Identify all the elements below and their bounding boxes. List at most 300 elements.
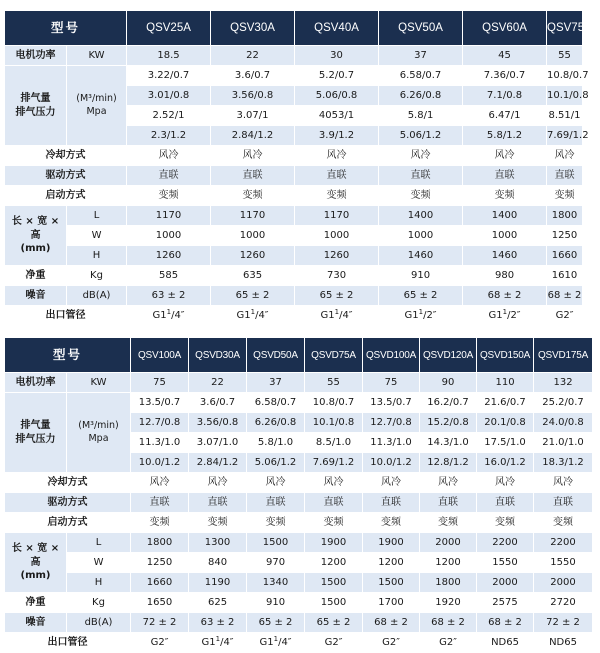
value-cell: 72 ± 2: [131, 613, 189, 633]
value-cell: 37: [247, 373, 305, 393]
value-cell: 1170: [127, 206, 211, 226]
dims-label-line: 高: [30, 229, 41, 241]
value-cell: 风冷: [189, 473, 247, 493]
value-cell: 5.06/1.2: [247, 453, 305, 473]
value-cell: 910: [379, 266, 463, 286]
value-cell: 4053/1: [295, 106, 379, 126]
row-label: 出口管径: [5, 633, 131, 653]
outlet-rest: /4″: [339, 310, 353, 321]
value-cell: 63 ± 2: [189, 613, 247, 633]
value-cell: 直联: [247, 493, 305, 513]
value-cell: 1200: [363, 553, 420, 573]
value-cell: 1000: [211, 226, 295, 246]
row-label: 电机功率: [5, 46, 67, 66]
value-cell: 1650: [131, 593, 189, 613]
value-cell: 45: [463, 46, 547, 66]
outlet-rest: /4″: [220, 637, 234, 648]
value-cell: 3.9/1.2: [295, 126, 379, 146]
row-unit: W: [67, 226, 127, 246]
row-unit: dB(A): [67, 286, 127, 306]
value-cell: 1250: [547, 226, 583, 246]
value-cell: 2.3/1.2: [127, 126, 211, 146]
value-cell: 68 ± 2: [363, 613, 420, 633]
spec-table-1: [4, 10, 592, 326]
value-cell: 16.0/1.2: [477, 453, 534, 473]
value-cell: 585: [127, 266, 211, 286]
value-cell: 直联: [534, 493, 593, 513]
outlet-main: G1: [152, 310, 167, 321]
dims-label-line: 长 × 宽 ×: [11, 216, 60, 228]
row-label: 噪音: [5, 613, 67, 633]
value-cell: 1610: [547, 266, 583, 286]
value-cell: 1000: [295, 226, 379, 246]
row-label: 驱动方式: [5, 493, 131, 513]
outlet-main: ND65: [549, 637, 577, 648]
value-cell: 1170: [295, 206, 379, 226]
outlet-cell: [379, 306, 463, 326]
value-cell: 10.1/0.8: [305, 413, 363, 433]
outlet-sup: 1: [418, 308, 424, 316]
model-name: QSVD175A: [534, 338, 593, 373]
value-cell: 1340: [247, 573, 305, 593]
row-unit: L: [67, 206, 127, 226]
table-row: [5, 338, 593, 373]
outlet-sup: 1: [273, 635, 279, 643]
value-cell: 10.8/0.7: [305, 393, 363, 413]
outlet-main: G2″: [150, 637, 169, 648]
value-cell: 18.5: [127, 46, 211, 66]
outlet-cell: [211, 306, 295, 326]
value-cell: 12.8/1.2: [420, 453, 477, 473]
value-cell: 840: [189, 553, 247, 573]
value-cell: 1400: [463, 206, 547, 226]
table-row: [5, 246, 583, 266]
value-cell: 变频: [211, 186, 295, 206]
row-label: 冷却方式: [5, 473, 131, 493]
outlet-cell: [534, 633, 593, 653]
value-cell: 1190: [189, 573, 247, 593]
airflow-label: [5, 393, 67, 473]
value-cell: 11.3/1.0: [131, 433, 189, 453]
outlet-cell: [247, 633, 305, 653]
outlet-main: G1: [259, 637, 274, 648]
model-name: QSV100A: [131, 338, 189, 373]
model-name: QSVD75A: [305, 338, 363, 373]
outlet-main: G1: [201, 637, 216, 648]
outlet-cell: [463, 306, 547, 326]
value-cell: 风冷: [463, 146, 547, 166]
row-unit: L: [67, 533, 131, 553]
value-cell: 风冷: [305, 473, 363, 493]
model-name: QSV60A: [463, 11, 547, 46]
value-cell: 6.58/0.7: [379, 66, 463, 86]
value-cell: 5.8/1: [379, 106, 463, 126]
value-cell: 1000: [127, 226, 211, 246]
table-row: [5, 533, 593, 553]
value-cell: 6.26/0.8: [379, 86, 463, 106]
value-cell: 1500: [305, 593, 363, 613]
airflow-unit-line1: (M³/min): [78, 419, 119, 431]
value-cell: 20.1/0.8: [477, 413, 534, 433]
row-unit: H: [67, 246, 127, 266]
value-cell: 直联: [363, 493, 420, 513]
dims-label-line: 高: [30, 556, 41, 568]
table-row: [5, 553, 593, 573]
outlet-main: G2″: [324, 637, 343, 648]
outlet-sup: 1: [250, 308, 256, 316]
value-cell: 2200: [477, 533, 534, 553]
outlet-cell: [477, 633, 534, 653]
value-cell: 132: [534, 373, 593, 393]
value-cell: 1500: [247, 533, 305, 553]
value-cell: 直联: [127, 166, 211, 186]
value-cell: 21.6/0.7: [477, 393, 534, 413]
value-cell: 直联: [477, 493, 534, 513]
model-name: QSVD50A: [247, 338, 305, 373]
table-row: [5, 286, 583, 306]
value-cell: 22: [189, 373, 247, 393]
model-name: QSVD120A: [420, 338, 477, 373]
value-cell: 2000: [534, 573, 593, 593]
value-cell: 65 ± 2: [295, 286, 379, 306]
value-cell: 1000: [463, 226, 547, 246]
value-cell: 1900: [305, 533, 363, 553]
value-cell: 3.6/0.7: [211, 66, 295, 86]
outlet-main: G1: [320, 310, 335, 321]
value-cell: 1500: [305, 573, 363, 593]
value-cell: 1500: [363, 573, 420, 593]
value-cell: 1660: [547, 246, 583, 266]
dims-label-line: (mm): [20, 243, 51, 255]
table-row: [5, 146, 583, 166]
outlet-cell: [295, 306, 379, 326]
value-cell: 55: [305, 373, 363, 393]
value-cell: 直联: [131, 493, 189, 513]
table-row: [5, 473, 593, 493]
table-row: [5, 513, 593, 533]
model-title: 型号: [5, 11, 127, 46]
table-row: [5, 593, 593, 613]
airflow-unit-line1: (M³/min): [76, 92, 117, 104]
value-cell: 7.69/1.2: [547, 126, 583, 146]
value-cell: 风冷: [295, 146, 379, 166]
value-cell: 22: [211, 46, 295, 66]
value-cell: 635: [211, 266, 295, 286]
table-row: [5, 226, 583, 246]
value-cell: 风冷: [477, 473, 534, 493]
table-row: [5, 393, 593, 413]
value-cell: 风冷: [534, 473, 593, 493]
value-cell: 变频: [127, 186, 211, 206]
value-cell: 5.8/1.2: [463, 126, 547, 146]
value-cell: 970: [247, 553, 305, 573]
airflow-label-line1: 排气量: [20, 420, 51, 431]
value-cell: 65 ± 2: [379, 286, 463, 306]
outlet-cell: [189, 633, 247, 653]
value-cell: 变频: [189, 513, 247, 533]
value-cell: 1800: [131, 533, 189, 553]
outlet-cell: [305, 633, 363, 653]
row-label: 出口管径: [5, 306, 127, 326]
dims-label-line: 长 × 宽 ×: [11, 543, 60, 555]
airflow-label-line2: 排气压力: [15, 106, 56, 118]
value-cell: 980: [463, 266, 547, 286]
value-cell: 7.69/1.2: [305, 453, 363, 473]
value-cell: 12.7/0.8: [363, 413, 420, 433]
value-cell: 1400: [379, 206, 463, 226]
outlet-main: G1: [488, 310, 503, 321]
value-cell: 11.3/1.0: [363, 433, 420, 453]
value-cell: 直联: [379, 166, 463, 186]
value-cell: 18.3/1.2: [534, 453, 593, 473]
row-label: 启动方式: [5, 513, 131, 533]
table-row: [5, 46, 583, 66]
table-row: [5, 66, 583, 86]
value-cell: 1260: [127, 246, 211, 266]
row-label: 驱动方式: [5, 166, 127, 186]
table-row: [5, 493, 593, 513]
value-cell: 75: [131, 373, 189, 393]
value-cell: 3.6/0.7: [189, 393, 247, 413]
value-cell: 55: [547, 46, 583, 66]
value-cell: 风冷: [420, 473, 477, 493]
value-cell: 风冷: [363, 473, 420, 493]
airflow-unit: [67, 393, 131, 473]
value-cell: 65 ± 2: [305, 613, 363, 633]
value-cell: 25.2/0.7: [534, 393, 593, 413]
spec-table-2: [4, 337, 593, 653]
value-cell: 直联: [305, 493, 363, 513]
value-cell: 7.1/0.8: [463, 86, 547, 106]
dims-label-line: (mm): [20, 570, 51, 582]
row-unit: W: [67, 553, 131, 573]
value-cell: 1300: [189, 533, 247, 553]
value-cell: 直联: [463, 166, 547, 186]
value-cell: 30: [295, 46, 379, 66]
model-name: QSVD150A: [477, 338, 534, 373]
outlet-main: G2″: [555, 310, 574, 321]
value-cell: 910: [247, 593, 305, 613]
value-cell: 变频: [463, 186, 547, 206]
value-cell: 1800: [420, 573, 477, 593]
value-cell: 68 ± 2: [420, 613, 477, 633]
table-row: [5, 206, 583, 226]
value-cell: 13.5/0.7: [131, 393, 189, 413]
row-label: 噪音: [5, 286, 67, 306]
value-cell: 1800: [547, 206, 583, 226]
value-cell: 65 ± 2: [247, 613, 305, 633]
value-cell: 2.84/1.2: [211, 126, 295, 146]
value-cell: 1900: [363, 533, 420, 553]
value-cell: 变频: [363, 513, 420, 533]
outlet-cell: [131, 633, 189, 653]
value-cell: 2575: [477, 593, 534, 613]
value-cell: 6.26/0.8: [247, 413, 305, 433]
value-cell: 10.0/1.2: [363, 453, 420, 473]
row-unit: Kg: [67, 593, 131, 613]
value-cell: 2.84/1.2: [189, 453, 247, 473]
value-cell: 3.56/0.8: [211, 86, 295, 106]
table-row: [5, 186, 583, 206]
model-name: QSVD30A: [189, 338, 247, 373]
value-cell: 直联: [547, 166, 583, 186]
outlet-cell: [127, 306, 211, 326]
value-cell: 3.22/0.7: [127, 66, 211, 86]
value-cell: 风冷: [211, 146, 295, 166]
value-cell: 2200: [534, 533, 593, 553]
outlet-rest: /4″: [278, 637, 292, 648]
row-label: 冷却方式: [5, 146, 127, 166]
value-cell: 730: [295, 266, 379, 286]
outlet-sup: 1: [166, 308, 172, 316]
value-cell: 1200: [305, 553, 363, 573]
value-cell: 8.51/1: [547, 106, 583, 126]
table-row: [5, 573, 593, 593]
value-cell: 2720: [534, 593, 593, 613]
value-cell: 1700: [363, 593, 420, 613]
airflow-label-line2: 排气压力: [15, 433, 56, 445]
value-cell: 变频: [379, 186, 463, 206]
value-cell: 65 ± 2: [211, 286, 295, 306]
value-cell: 1660: [131, 573, 189, 593]
value-cell: 10.1/0.8: [547, 86, 583, 106]
outlet-cell: [547, 306, 583, 326]
value-cell: 风冷: [127, 146, 211, 166]
value-cell: 风冷: [247, 473, 305, 493]
value-cell: 2.52/1: [127, 106, 211, 126]
value-cell: 5.8/1.0: [247, 433, 305, 453]
value-cell: 1260: [211, 246, 295, 266]
airflow-unit-line2: Mpa: [86, 105, 107, 117]
value-cell: 1460: [379, 246, 463, 266]
value-cell: 变频: [534, 513, 593, 533]
value-cell: 68 ± 2: [547, 286, 583, 306]
outlet-sup: 1: [502, 308, 508, 316]
value-cell: 63 ± 2: [127, 286, 211, 306]
model-name: QSVD100A: [363, 338, 420, 373]
airflow-unit: [67, 66, 127, 146]
outlet-rest: /4″: [171, 310, 185, 321]
row-unit: KW: [67, 373, 131, 393]
value-cell: 12.7/0.8: [131, 413, 189, 433]
model-name: QSV75A: [547, 11, 583, 46]
value-cell: 风冷: [379, 146, 463, 166]
value-cell: 625: [189, 593, 247, 613]
outlet-main: ND65: [491, 637, 519, 648]
value-cell: 110: [477, 373, 534, 393]
value-cell: 直联: [211, 166, 295, 186]
value-cell: 5.06/1.2: [379, 126, 463, 146]
value-cell: 75: [363, 373, 420, 393]
value-cell: 变频: [305, 513, 363, 533]
value-cell: 直联: [295, 166, 379, 186]
value-cell: 16.2/0.7: [420, 393, 477, 413]
value-cell: 6.58/0.7: [247, 393, 305, 413]
outlet-rest: /4″: [255, 310, 269, 321]
value-cell: 3.56/0.8: [189, 413, 247, 433]
airflow-label-line1: 排气量: [20, 93, 51, 104]
value-cell: 3.01/0.8: [127, 86, 211, 106]
row-label: 启动方式: [5, 186, 127, 206]
value-cell: 8.5/1.0: [305, 433, 363, 453]
value-cell: 1260: [295, 246, 379, 266]
outlet-main: G1: [404, 310, 419, 321]
value-cell: 变频: [420, 513, 477, 533]
value-cell: 风冷: [547, 146, 583, 166]
outlet-main: G2″: [439, 637, 457, 648]
value-cell: 37: [379, 46, 463, 66]
value-cell: 17.5/1.0: [477, 433, 534, 453]
outlet-cell: [420, 633, 477, 653]
value-cell: 风冷: [131, 473, 189, 493]
dims-label: [5, 533, 67, 593]
value-cell: 直联: [420, 493, 477, 513]
value-cell: 变频: [547, 186, 583, 206]
value-cell: 1460: [463, 246, 547, 266]
table-row: [5, 11, 583, 46]
value-cell: 1550: [477, 553, 534, 573]
row-unit: dB(A): [67, 613, 131, 633]
row-unit: H: [67, 573, 131, 593]
table-row: [5, 633, 593, 653]
value-cell: 直联: [189, 493, 247, 513]
value-cell: 5.2/0.7: [295, 66, 379, 86]
model-name: QSV40A: [295, 11, 379, 46]
value-cell: 68 ± 2: [463, 286, 547, 306]
value-cell: 1170: [211, 206, 295, 226]
value-cell: 13.5/0.7: [363, 393, 420, 413]
outlet-rest: /2″: [423, 310, 437, 321]
value-cell: 变频: [477, 513, 534, 533]
outlet-sup: 1: [215, 635, 221, 643]
value-cell: 6.47/1: [463, 106, 547, 126]
value-cell: 1250: [131, 553, 189, 573]
value-cell: 1550: [534, 553, 593, 573]
row-label: 电机功率: [5, 373, 67, 393]
value-cell: 10.8/0.7: [547, 66, 583, 86]
value-cell: 变频: [247, 513, 305, 533]
row-label: 净重: [5, 266, 67, 286]
dims-label: [5, 206, 67, 266]
model-name: QSV30A: [211, 11, 295, 46]
value-cell: 72 ± 2: [534, 613, 593, 633]
value-cell: 5.06/0.8: [295, 86, 379, 106]
row-unit: KW: [67, 46, 127, 66]
table-row: [5, 166, 583, 186]
value-cell: 15.2/0.8: [420, 413, 477, 433]
row-unit: Kg: [67, 266, 127, 286]
outlet-cell: [363, 633, 420, 653]
value-cell: 14.3/1.0: [420, 433, 477, 453]
table-row: [5, 266, 583, 286]
value-cell: 2000: [420, 533, 477, 553]
outlet-rest: /2″: [507, 310, 521, 321]
model-title: 型号: [5, 338, 131, 373]
value-cell: 10.0/1.2: [131, 453, 189, 473]
value-cell: 3.07/1: [211, 106, 295, 126]
value-cell: 1000: [379, 226, 463, 246]
model-name: QSV25A: [127, 11, 211, 46]
outlet-main: G2″: [382, 637, 400, 648]
value-cell: 24.0/0.8: [534, 413, 593, 433]
airflow-unit-line2: Mpa: [88, 432, 109, 444]
value-cell: 68 ± 2: [477, 613, 534, 633]
table-row: [5, 373, 593, 393]
value-cell: 90: [420, 373, 477, 393]
airflow-label: [5, 66, 67, 146]
value-cell: 21.0/1.0: [534, 433, 593, 453]
value-cell: 7.36/0.7: [463, 66, 547, 86]
